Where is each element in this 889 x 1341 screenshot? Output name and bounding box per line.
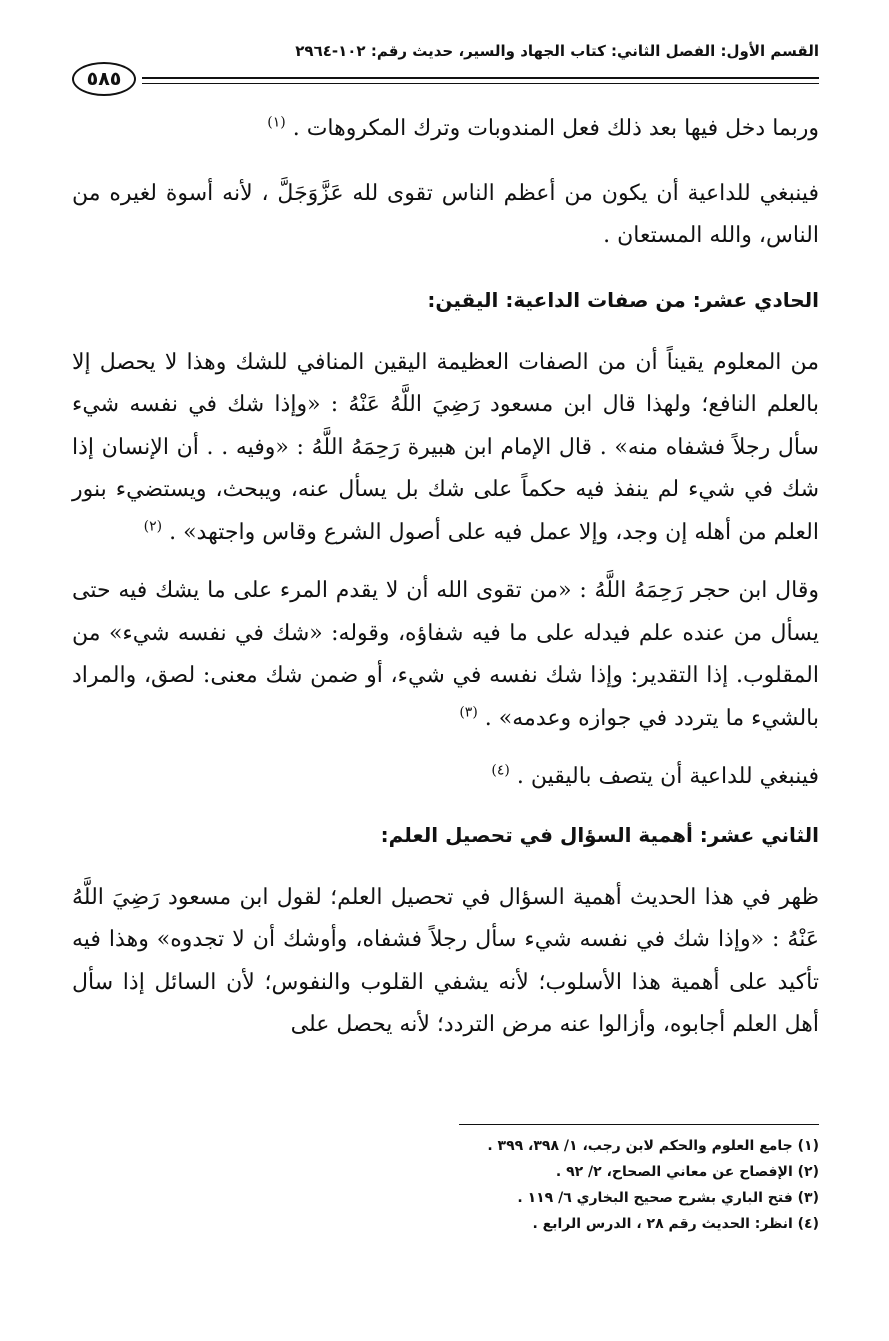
paragraph: [72, 108, 819, 151]
footnote-item: (٢) الإفصاح عن معاني الصحاح، ٢/ ٩٢ .: [555, 1164, 819, 1180]
footnote-ref[interactable]: (١): [267, 114, 286, 131]
paragraph: [72, 756, 819, 799]
footnote-ref[interactable]: (٤): [491, 762, 510, 779]
footnote-ref[interactable]: (٣): [459, 704, 478, 721]
footnote-item: (٤) انظر: الحديث رقم ٢٨ ، الدرس الرابع .: [532, 1216, 819, 1232]
header-rule-thick: [142, 77, 819, 79]
footnote-item: (١) جامع العلوم والحكم لابن رجب، ١/ ٣٩٨، ٣٩٩ .: [487, 1138, 819, 1154]
section-heading: الحادي عشر: من صفات الداعية: اليقين:: [427, 287, 819, 312]
paragraph-text: ظهر في هذا الحديث أهمية السؤال في تحصيل العلم؛ لقول ابن مسعود رَضِيَ اللَّهُ عَنْهُ : «وإذا شك في نفسه شيء سأل رجلاً فشفاه، وأوشك أن لا تجدوه» وهذا فيه تأكيد على أهمية هذا الأسلوب؛ لأنه يشفي القلوب والنفوس؛ لأن السائل إذا سأل أهل العلم أجابوه، وأزالوا عنه مرض التردد؛ لأنه يحصل على: [72, 884, 819, 1037]
footnote-separator: [459, 1124, 819, 1125]
page-header: [72, 40, 819, 102]
running-head: القسم الأول: الفصل الثاني: كتاب الجهاد والسير، حديث رقم: ١٠٢-٢٩٦٤: [295, 42, 819, 60]
paragraph: [72, 173, 819, 258]
paragraph: [72, 570, 819, 740]
footnotes: [459, 1124, 819, 1237]
footnote-ref[interactable]: (٢): [143, 518, 163, 535]
paragraph: [72, 342, 819, 555]
footnote-item: (٣) فتح الباري بشرح صحيح البخاري ٦/ ١١٩ .: [517, 1190, 819, 1206]
paragraph: [72, 877, 819, 1047]
paragraph-text: من المعلوم يقيناً أن من الصفات العظيمة اليقين المنافي للشك وهذا لا يحصل إلا بالعلم النافع؛ ولهذا قال ابن مسعود رَضِيَ اللَّهُ عَنْهُ : «وإذا شك في نفسه شيء سأل رجلاً فشفاه منه» . قال الإمام ابن هبيرة رَحِمَهُ اللَّهُ : «وفيه . . أن الإنسان إذا شك في شيء لم ينفذ فيه حكماً على شك بل يسأل عنه، ويبحث، ويستضيء بنور العلم من أهله إن وجد، وإلا عمل فيه على أصول الشرع وقاس واجتهد» .: [72, 349, 819, 545]
main-text: [72, 108, 819, 1047]
section-heading: الثاني عشر: أهمية السؤال في تحصيل العلم:: [380, 822, 819, 847]
paragraph-text: فينبغي للداعية أن يتصف باليقين .: [516, 764, 819, 789]
paragraph-text: وقال ابن حجر رَحِمَهُ اللَّهُ : «من تقوى الله أن لا يقدم المرء على ما يشك فيه حتى يسأل من عنده علم فيدله على ما فيه شفاؤه، وقوله: «شك في نفسه شيء» من المقلوب. إذا التقدير: وإذا شك نفسه في شيء، أو ضمن شك معنى: لصق، والمراد بالشيء ما يتردد في جوازه وعدمه» .: [72, 578, 819, 731]
header-rule-thin: [142, 83, 819, 84]
paragraph-text: وربما دخل فيها بعد ذلك فعل المندوبات وترك المكروهات .: [292, 116, 819, 141]
page-number-badge: ٥٨٥: [72, 62, 136, 96]
paragraph-text: فينبغي للداعية أن يكون من أعظم الناس تقوى لله عَزَّوَجَلَّ ، لأنه أسوة لغيره من الناس، والله المستعان .: [72, 180, 819, 248]
